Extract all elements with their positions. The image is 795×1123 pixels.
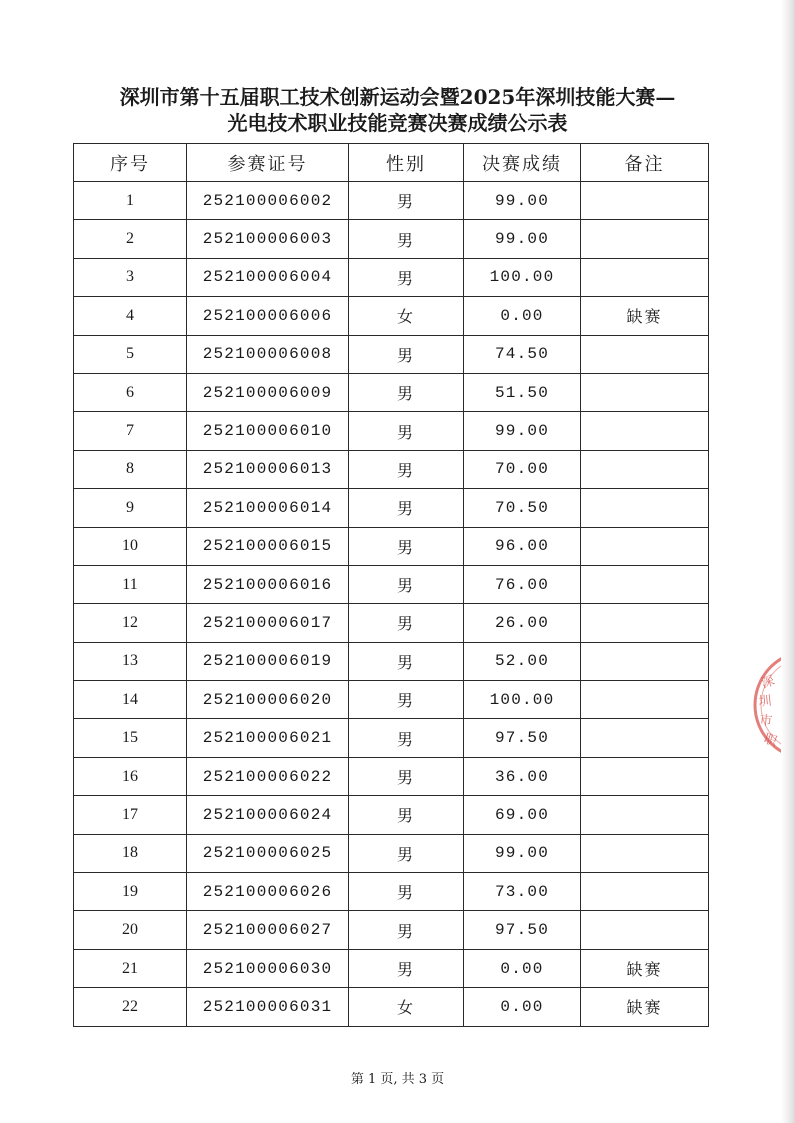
cell-seq: 12 <box>74 604 187 642</box>
svg-text:职: 职 <box>761 731 779 750</box>
cell-gender: 男 <box>349 412 464 450</box>
cell-note: 缺赛 <box>581 949 709 987</box>
cell-gender: 男 <box>349 373 464 411</box>
table-row <box>74 489 709 527</box>
table-row <box>74 412 709 450</box>
table-row <box>74 719 709 757</box>
table-row <box>74 796 709 834</box>
svg-text:深: 深 <box>759 673 777 692</box>
cell-seq: 16 <box>74 757 187 795</box>
cell-cert-number: 252100006025 <box>187 834 349 872</box>
cell-note <box>581 412 709 450</box>
cell-note <box>581 911 709 949</box>
table-row <box>74 834 709 872</box>
cell-seq: 4 <box>74 297 187 335</box>
cell-final-score: 36.00 <box>464 757 581 795</box>
table-row <box>74 949 709 987</box>
cell-gender: 男 <box>349 565 464 603</box>
seal-stamp-icon <box>751 640 781 770</box>
cell-cert-number: 252100006010 <box>187 412 349 450</box>
cell-gender: 男 <box>349 796 464 834</box>
svg-text:圳: 圳 <box>757 693 773 710</box>
cell-gender: 男 <box>349 335 464 373</box>
table-header-row <box>74 144 709 182</box>
svg-text:市: 市 <box>758 713 774 730</box>
cell-gender: 男 <box>349 489 464 527</box>
cell-note <box>581 642 709 680</box>
cell-seq: 6 <box>74 373 187 411</box>
table-row <box>74 527 709 565</box>
page-edge-shadow <box>781 0 795 1123</box>
table-row <box>74 988 709 1026</box>
header-cert-number: 参赛证号 <box>187 144 349 182</box>
cell-seq: 20 <box>74 911 187 949</box>
table-row <box>74 911 709 949</box>
cell-seq: 17 <box>74 796 187 834</box>
cell-cert-number: 252100006003 <box>187 220 349 258</box>
cell-note <box>581 565 709 603</box>
table-row <box>74 565 709 603</box>
cell-gender: 男 <box>349 642 464 680</box>
table-row <box>74 604 709 642</box>
header-note: 备注 <box>581 144 709 182</box>
cell-cert-number: 252100006002 <box>187 182 349 220</box>
cell-seq: 13 <box>74 642 187 680</box>
cell-cert-number: 252100006020 <box>187 681 349 719</box>
cell-final-score: 52.00 <box>464 642 581 680</box>
cell-note <box>581 719 709 757</box>
cell-seq: 9 <box>74 489 187 527</box>
cell-cert-number: 252100006022 <box>187 757 349 795</box>
cell-cert-number: 252100006027 <box>187 911 349 949</box>
cell-note <box>581 757 709 795</box>
cell-final-score: 97.50 <box>464 719 581 757</box>
cell-final-score: 96.00 <box>464 527 581 565</box>
cell-seq: 22 <box>74 988 187 1026</box>
cell-gender: 男 <box>349 527 464 565</box>
cell-final-score: 99.00 <box>464 412 581 450</box>
table-row <box>74 642 709 680</box>
cell-final-score: 74.50 <box>464 335 581 373</box>
cell-final-score: 76.00 <box>464 565 581 603</box>
cell-seq: 15 <box>74 719 187 757</box>
table-row <box>74 297 709 335</box>
cell-seq: 7 <box>74 412 187 450</box>
cell-gender: 男 <box>349 757 464 795</box>
document-title-line-2: 光电技术职业技能竞赛决赛成绩公示表 <box>227 111 568 135</box>
official-seal <box>751 640 781 770</box>
cell-cert-number: 252100006009 <box>187 373 349 411</box>
table-row <box>74 450 709 488</box>
cell-note <box>581 604 709 642</box>
cell-note <box>581 220 709 258</box>
cell-final-score: 97.50 <box>464 911 581 949</box>
cell-gender: 男 <box>349 873 464 911</box>
cell-final-score: 70.50 <box>464 489 581 527</box>
cell-note <box>581 450 709 488</box>
cell-final-score: 99.00 <box>464 220 581 258</box>
cell-cert-number: 252100006004 <box>187 258 349 296</box>
cell-gender: 女 <box>349 988 464 1026</box>
cell-gender: 男 <box>349 681 464 719</box>
cell-gender: 男 <box>349 258 464 296</box>
cell-seq: 8 <box>74 450 187 488</box>
cell-note <box>581 873 709 911</box>
table-row <box>74 681 709 719</box>
cell-gender: 男 <box>349 450 464 488</box>
cell-note: 缺赛 <box>581 988 709 1026</box>
header-final-score: 决赛成绩 <box>464 144 581 182</box>
document-title-line-1: 深圳市第十五届职工技术创新运动会暨2025年深圳技能大赛— <box>119 85 676 109</box>
cell-final-score: 100.00 <box>464 681 581 719</box>
cell-cert-number: 252100006030 <box>187 949 349 987</box>
header-seq: 序号 <box>74 144 187 182</box>
cell-seq: 21 <box>74 949 187 987</box>
cell-cert-number: 252100006031 <box>187 988 349 1026</box>
table-row <box>74 873 709 911</box>
cell-final-score: 100.00 <box>464 258 581 296</box>
cell-cert-number: 252100006006 <box>187 297 349 335</box>
header-gender: 性别 <box>349 144 464 182</box>
cell-cert-number: 252100006019 <box>187 642 349 680</box>
cell-gender: 男 <box>349 604 464 642</box>
table-row <box>74 182 709 220</box>
cell-gender: 男 <box>349 949 464 987</box>
table-row <box>74 335 709 373</box>
cell-seq: 11 <box>74 565 187 603</box>
cell-seq: 1 <box>74 182 187 220</box>
cell-cert-number: 252100006024 <box>187 796 349 834</box>
cell-seq: 10 <box>74 527 187 565</box>
cell-cert-number: 252100006015 <box>187 527 349 565</box>
cell-final-score: 0.00 <box>464 988 581 1026</box>
cell-cert-number: 252100006014 <box>187 489 349 527</box>
cell-note <box>581 258 709 296</box>
cell-cert-number: 252100006026 <box>187 873 349 911</box>
cell-cert-number: 252100006016 <box>187 565 349 603</box>
table-row <box>74 757 709 795</box>
cell-seq: 19 <box>74 873 187 911</box>
cell-final-score: 26.00 <box>464 604 581 642</box>
cell-note <box>581 182 709 220</box>
cell-seq: 2 <box>74 220 187 258</box>
cell-note <box>581 335 709 373</box>
cell-note <box>581 527 709 565</box>
cell-note <box>581 489 709 527</box>
table-row <box>74 258 709 296</box>
cell-cert-number: 252100006013 <box>187 450 349 488</box>
table-row <box>74 220 709 258</box>
cell-cert-number: 252100006021 <box>187 719 349 757</box>
cell-note <box>581 373 709 411</box>
cell-final-score: 73.00 <box>464 873 581 911</box>
cell-final-score: 99.00 <box>464 834 581 872</box>
cell-note <box>581 681 709 719</box>
cell-final-score: 0.00 <box>464 297 581 335</box>
cell-seq: 3 <box>74 258 187 296</box>
cell-final-score: 51.50 <box>464 373 581 411</box>
scores-table <box>73 143 709 1027</box>
cell-cert-number: 252100006008 <box>187 335 349 373</box>
cell-final-score: 99.00 <box>464 182 581 220</box>
cell-note: 缺赛 <box>581 297 709 335</box>
cell-seq: 18 <box>74 834 187 872</box>
cell-gender: 男 <box>349 182 464 220</box>
cell-gender: 男 <box>349 911 464 949</box>
cell-gender: 男 <box>349 719 464 757</box>
cell-final-score: 0.00 <box>464 949 581 987</box>
cell-seq: 5 <box>74 335 187 373</box>
cell-gender: 男 <box>349 220 464 258</box>
cell-gender: 男 <box>349 834 464 872</box>
page-indicator: 第 1 页, 共 3 页 <box>350 1072 445 1087</box>
table-row <box>74 373 709 411</box>
cell-note <box>581 834 709 872</box>
cell-final-score: 70.00 <box>464 450 581 488</box>
cell-seq: 14 <box>74 681 187 719</box>
cell-note <box>581 796 709 834</box>
cell-final-score: 69.00 <box>464 796 581 834</box>
cell-gender: 女 <box>349 297 464 335</box>
cell-cert-number: 252100006017 <box>187 604 349 642</box>
